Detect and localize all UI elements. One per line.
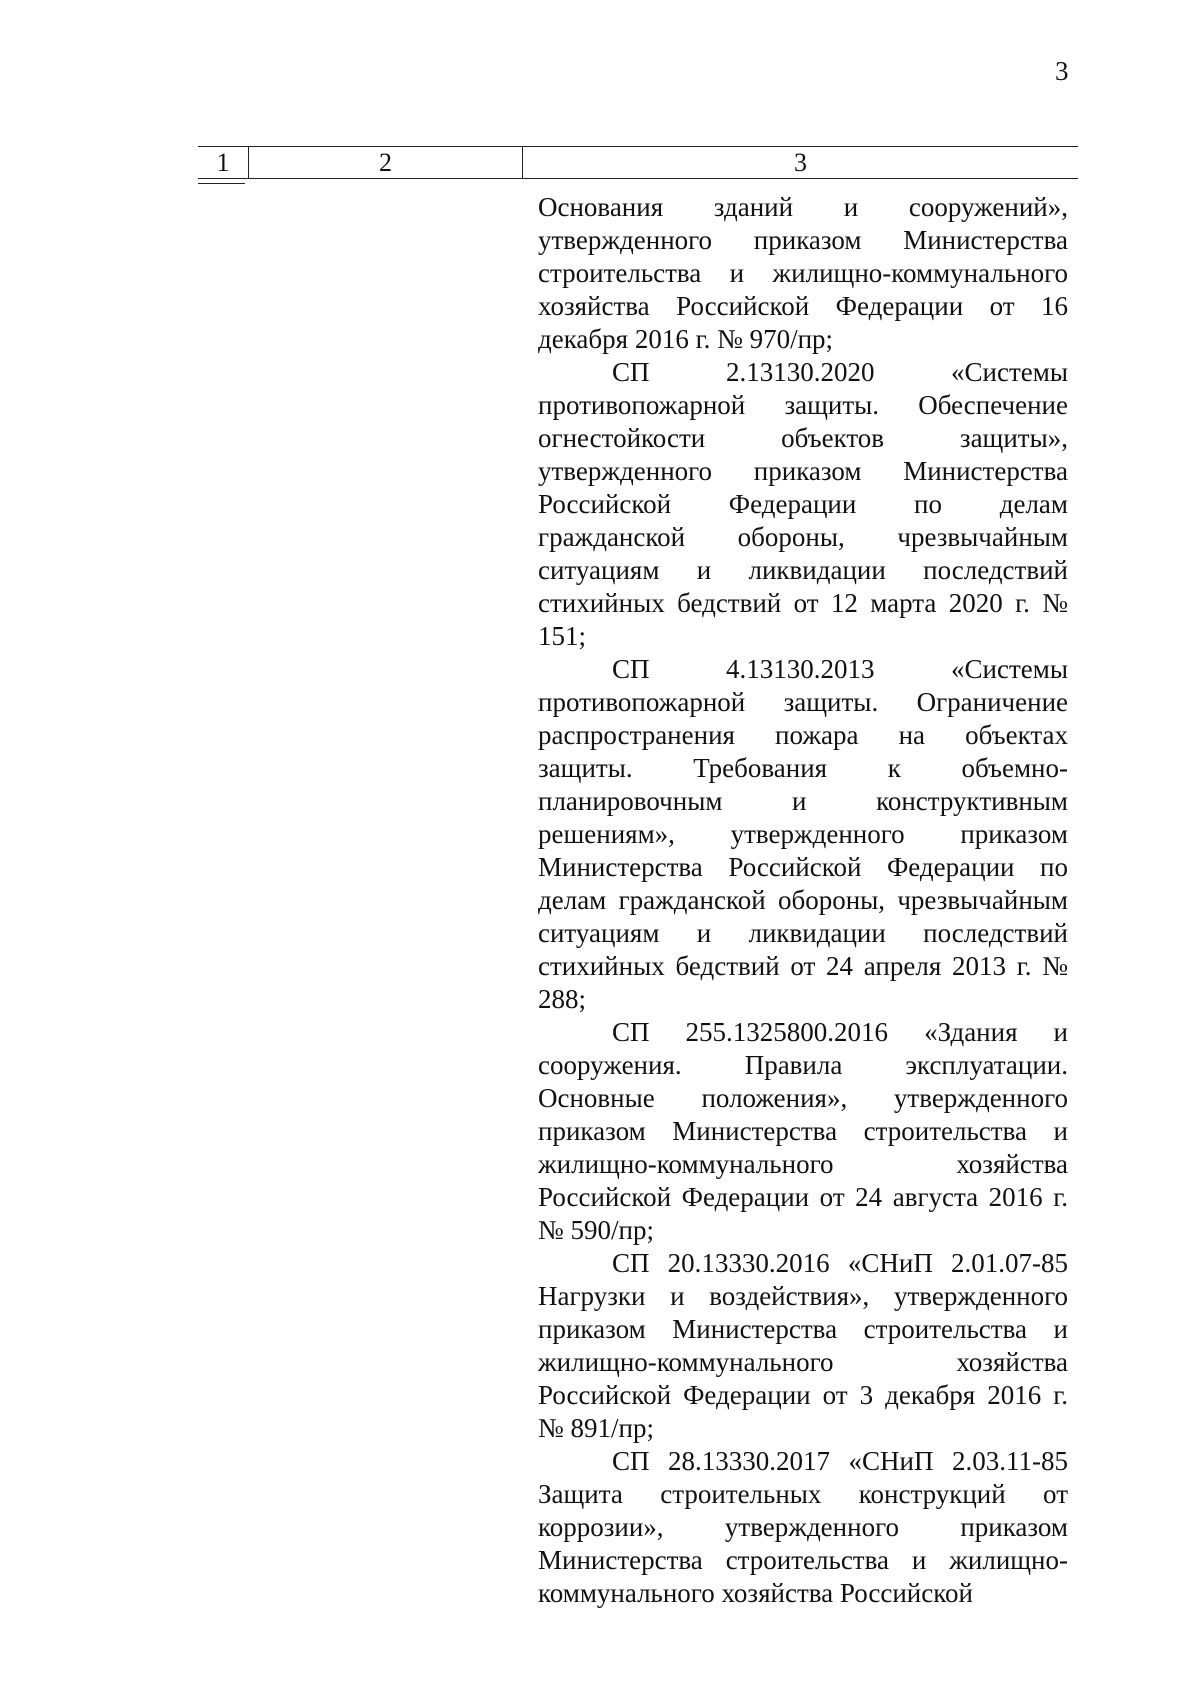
page-number: 3 bbox=[1055, 56, 1069, 86]
table-header-row bbox=[198, 146, 1078, 179]
paragraph: Основания зданий и сооружений», утвержденного приказом Министерства строительства и жилищно-коммунального хозяйства Российской Федерации от 16 декабря 2016 г. № 970/пр; bbox=[538, 192, 1068, 354]
paragraph: СП 2.13130.2020 «Системы противопожарной защиты. Обеспечение огнестойкости объектов защиты», утвержденного приказом Министерства Российской Федерации по делам гражданской обороны, чрезвычайным ситуациям и ликвидации последствий стихийных бедствий от 12 марта 2020 г. № 151; bbox=[538, 357, 1068, 651]
column-header-2: 2 bbox=[249, 147, 523, 178]
paragraph: СП 255.1325800.2016 «Здания и сооружения. Правила эксплуатации. Основные положения», утвержденного приказом Министерства строительства и жилищно-коммунального хозяйства Российской Федерации от 24 августа 2016 г. № 590/пр; bbox=[538, 1017, 1068, 1245]
column-header-3: 3 bbox=[794, 148, 807, 177]
paragraph: СП 20.13330.2016 «СНиП 2.01.07-85 Нагрузки и воздействия», утвержденного приказом Министерства строительства и жилищно-коммунального хозяйства Российской Федерации от 3 декабря 2016 г. № 891/пр; bbox=[538, 1248, 1068, 1443]
paragraph: СП 28.13330.2017 «СНиП 2.03.11-85 Защита строительных конструкций от коррозии», утвержденного приказом Министерства строительства и жилищно-коммунального хозяйства Российской bbox=[538, 1446, 1068, 1608]
paragraph: СП 4.13130.2013 «Системы противопожарной защиты. Ограничение распространения пожара на объектах защиты. Требования к объемно-планировочным и конструктивным решениям», утвержденного приказом Министерства Российской Федерации по делам гражданской обороны, чрезвычайным ситуациям и ликвидации последствий стихийных бедствий от 24 апреля 2013 г. № 288; bbox=[538, 654, 1068, 1014]
table-row-divider bbox=[198, 183, 245, 184]
column-header-1: 1 bbox=[198, 147, 249, 178]
column-3-content bbox=[538, 191, 1068, 1610]
